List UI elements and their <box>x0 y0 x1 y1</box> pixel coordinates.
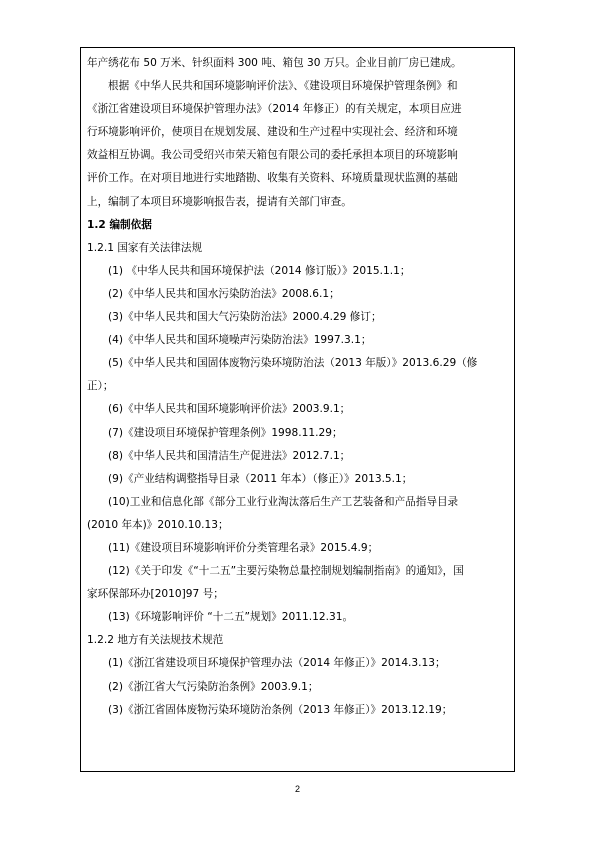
list-item: (13)《环境影响评价 “十二五”规划》2011.12.31。 <box>108 611 354 624</box>
list-item: (4)《中华人民共和国环境噪声污染防治法》1997.3.1； <box>108 334 372 347</box>
list-item: (1)《浙江省建设项目环境保护管理办法（2014 年修正）》2014.3.13； <box>108 657 446 670</box>
local-regulations-list <box>87 652 511 721</box>
list-item: (3)《浙江省固体废物污染环境防治条例（2013 年修正）》2013.12.19； <box>108 703 453 716</box>
national-laws-list <box>87 260 511 630</box>
intro-line: 年产绣花布 50 万米、针织面料 300 吨、箱包 30 万只。企业目前厂房已建成。 <box>87 57 462 69</box>
list-item: (9)《产业结构调整指导目录（2011 年本）（修正）》2013.5.1； <box>108 472 413 485</box>
list-item-continuation: 正）； <box>87 380 114 393</box>
list-item-continuation: 家环保部环办[2010]97 号； <box>87 588 224 601</box>
paragraph-line: 行环境影响评价，使项目在规划发展、建设和生产过程中实现社会、经济和环境 <box>87 126 458 139</box>
list-item: (7)《建设项目环境保护管理条例》1998.11.29； <box>108 426 343 439</box>
subsection-heading: 1.2.2 地方有关法规技术规范 <box>87 634 224 647</box>
list-item-continuation: (2010 年本)》2010.10.13； <box>87 518 229 531</box>
paragraph-line: 《浙江省建设项目环境保护管理办法》（2014 年修正）的有关规定，本项目应进 <box>87 103 462 116</box>
list-item: (10)工业和信息化部《部分工业行业淘汰落后生产工艺装备和产品指导目录 <box>108 495 459 508</box>
list-item: (2)《中华人民共和国水污染防治法》2008.6.1； <box>108 287 340 300</box>
list-item: (3)《中华人民共和国大气污染防治法》2000.4.29 修订； <box>108 311 382 324</box>
list-item: (11)《建设项目环境影响评价分类管理名录》2015.4.9； <box>108 541 379 554</box>
page-number: 2 <box>294 784 300 794</box>
list-item: (1) 《中华人民共和国环境保护法（2014 修订版）》2015.1.1； <box>108 264 411 277</box>
section-heading: 1.2 编制依据 <box>87 218 152 231</box>
list-item: (2)《浙江省大气污染防治条例》2003.9.1； <box>108 680 319 693</box>
paragraph-line: 效益相互协调。我公司受绍兴市荣天箱包有限公司的委托承担本项目的环境影响 <box>87 149 458 162</box>
list-item: (8)《中华人民共和国清洁生产促进法》2012.7.1； <box>108 449 351 462</box>
list-item: (6)《中华人民共和国环境影响评价法》2003.9.1； <box>108 403 351 416</box>
list-item: (5)《中华人民共和国固体废物污染环境防治法（2013 年版）》2013.6.29（修 <box>108 357 478 370</box>
list-item: (12)《关于印发《“十二五”主要污染物总量控制规划编制指南》的通知》，国 <box>108 565 464 578</box>
paragraph-line: 根据《中华人民共和国环境影响评价法》、《建设项目环境保护管理条例》和 <box>108 80 458 93</box>
paragraph-line: 评价工作。在对项目地进行实地踏勘、收集有关资料、环境质量现状监测的基础 <box>87 172 458 185</box>
intro-paragraph <box>87 75 511 214</box>
document-body <box>87 52 511 722</box>
subsection-heading: 1.2.1 国家有关法律法规 <box>87 241 203 254</box>
paragraph-line: 上，编制了本项目环境影响报告表，提请有关部门审查。 <box>87 195 352 208</box>
